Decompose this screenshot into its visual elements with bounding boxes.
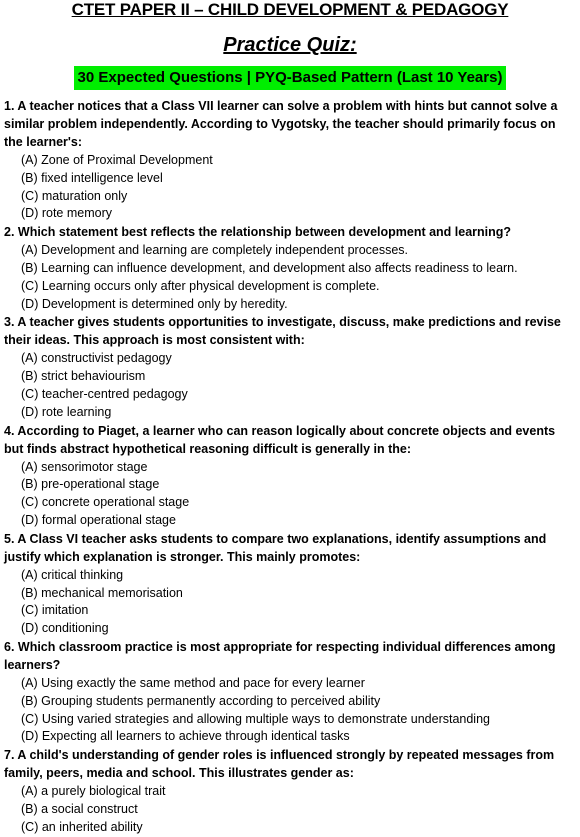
option-list <box>4 350 576 421</box>
question-item <box>4 313 576 421</box>
option-c: (C) an inherited ability <box>21 819 143 834</box>
option-d: (D) formal operational stage <box>21 512 176 527</box>
option-a: (A) Development and learning are completely independent processes. <box>21 243 409 258</box>
option-a: (A) a purely biological trait <box>21 784 166 799</box>
option-list <box>4 152 576 223</box>
option-a: (A) critical thinking <box>21 567 124 582</box>
option-d: (D) Development is determined only by heredity. <box>21 296 288 311</box>
question-text: 6. Which classroom practice is most appropriate for respecting individual differences among learners? <box>4 639 556 672</box>
option-c: (C) imitation <box>21 603 89 618</box>
question-text: 4. According to Piaget, a learner who can reason logically about concrete objects and events but finds abstract hypothetical reasoning difficult is generally in the: <box>4 423 556 456</box>
question-item <box>4 746 576 836</box>
option-a: (A) constructivist pedagogy <box>21 351 172 366</box>
option-list <box>4 242 576 313</box>
option-list <box>4 675 576 746</box>
option-d: (D) rote learning <box>21 404 112 419</box>
question-item <box>4 422 576 530</box>
option-list <box>4 783 576 836</box>
option-c: (C) Learning occurs only after physical development is complete. <box>21 278 380 293</box>
option-a: (A) Using exactly the same method and pace for every learner <box>21 675 365 690</box>
question-text: 7. A child's understanding of gender roles is influenced strongly by repeated messages from family, peers, media and school. This illustrates gender as: <box>4 748 555 781</box>
question-item <box>4 97 576 223</box>
option-a: (A) sensorimotor stage <box>21 459 148 474</box>
option-b: (B) mechanical memorisation <box>21 585 183 600</box>
option-d: (D) conditioning <box>21 621 109 636</box>
option-list <box>4 567 576 638</box>
question-text: 3. A teacher gives students opportunities to investigate, discuss, make predictions and revise their ideas. This approach is most consistent with: <box>4 315 561 348</box>
highlight-banner: 30 Expected Questions | PYQ-Based Pattern (Last 10 Years) <box>74 66 507 90</box>
page-subtitle: Practice Quiz: <box>223 34 357 56</box>
option-d: (D) rote memory <box>21 206 112 221</box>
option-b: (B) fixed intelligence level <box>21 170 163 185</box>
question-text: 1. A teacher notices that a Class VII learner can solve a problem with hints but cannot solve a similar problem independently. According to Vygotsky, the teacher should primarily focus on the learner's: <box>4 99 558 149</box>
option-c: (C) Using varied strategies and allowing multiple ways to demonstrate understanding <box>21 711 490 726</box>
question-list <box>4 97 576 837</box>
option-d: (D) Expecting all learners to achieve through identical tasks <box>21 729 350 744</box>
page-title: CTET PAPER II – CHILD DEVELOPMENT & PEDAGOGY <box>71 0 509 19</box>
question-item <box>4 638 576 746</box>
option-c: (C) concrete operational stage <box>21 495 190 510</box>
option-b: (B) Grouping students permanently according to perceived ability <box>21 693 381 708</box>
question-item <box>4 530 576 638</box>
option-b: (B) a social construct <box>21 801 138 816</box>
option-b: (B) pre-operational stage <box>21 477 160 492</box>
option-c: (C) teacher-centred pedagogy <box>21 386 188 401</box>
option-list <box>4 459 576 530</box>
question-text: 5. A Class VI teacher asks students to compare two explanations, identify assumptions and justify which explanation is stronger. This mainly promotes: <box>4 531 547 564</box>
banner-wrapper <box>4 66 576 90</box>
option-c: (C) maturation only <box>21 188 128 203</box>
question-text: 2. Which statement best reflects the relationship between development and learning? <box>4 225 512 240</box>
option-b: (B) Learning can influence development, and development also affects readiness to learn. <box>21 260 518 275</box>
option-a: (A) Zone of Proximal Development <box>21 153 213 167</box>
option-b: (B) strict behaviourism <box>21 369 146 384</box>
question-item <box>4 223 576 313</box>
